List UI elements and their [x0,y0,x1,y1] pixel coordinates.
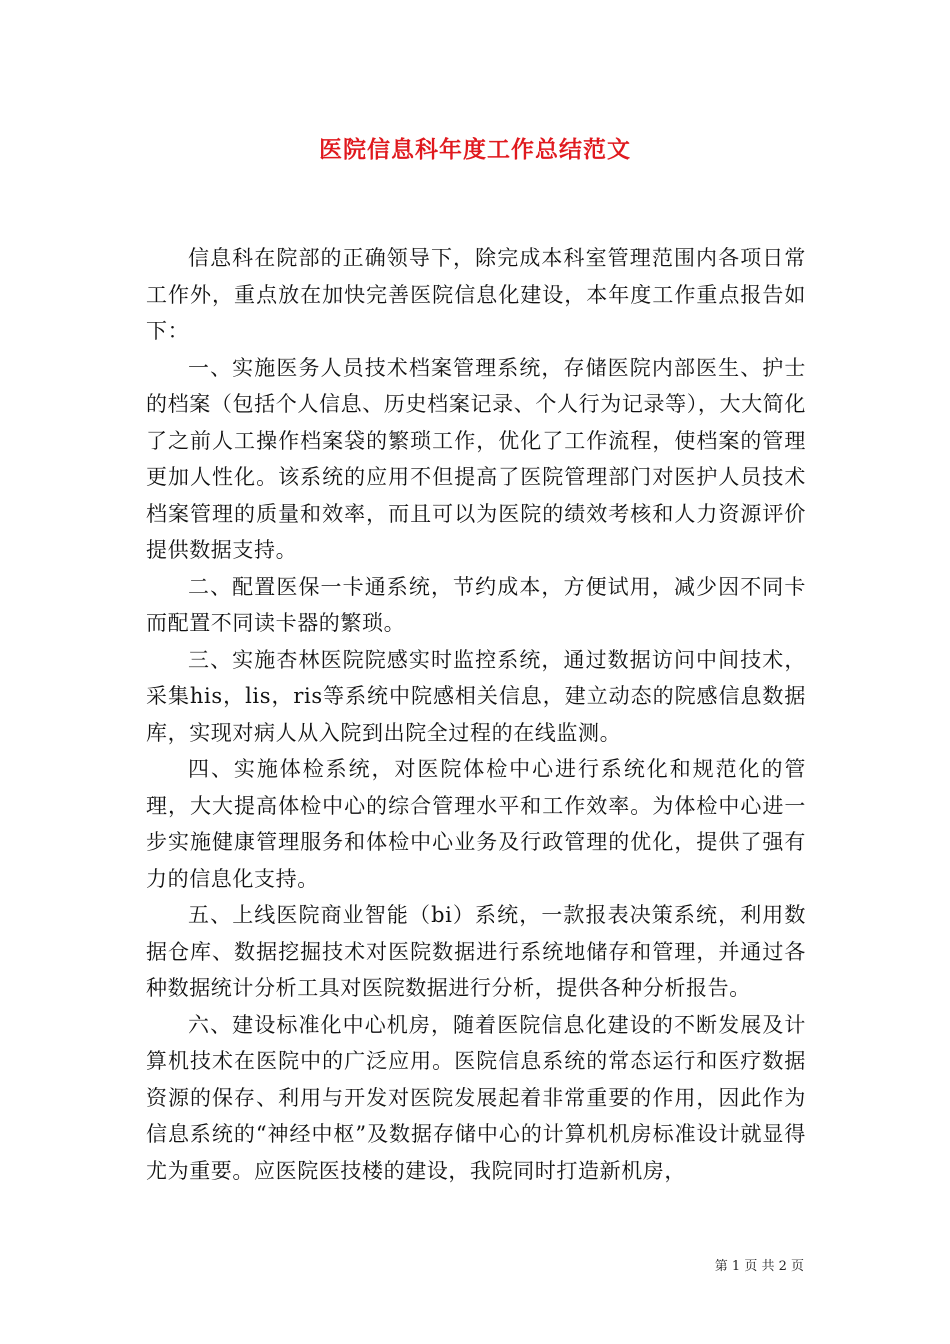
paragraph-item-5: 五、上线医院商业智能（bi）系统，一款报表决策系统，利用数据仓库、数据挖掘技术对医院数据进行系统地储存和管理，并通过各种数据统计分析工具对医院数据进行分析，提供各种分析报告。 [146,903,806,1000]
document-title: 医院信息科年度工作总结范文 [319,136,631,163]
paragraph-item-4: 四、实施体检系统，对医院体检中心进行系统化和规范化的管理，大大提高体检中心的综合管理水平和工作效率。为体检中心进一步实施健康管理服务和体检中心业务及行政管理的优化，提供了强有力的信息化支持。 [146,757,806,891]
paragraph-item-6: 六、建设标准化中心机房，随着医院信息化建设的不断发展及计算机技术在医院中的广泛应用。医院信息系统的常态运行和医疗数据资源的保存、利用与开发对医院发展起着非常重要的作用，因此作为信息系统的“神经中枢”及数据存储中心的计算机机房标准设计就显得尤为重要。应医院医技楼的建设，我院同时打造新机房， [146,1012,806,1183]
document-body [146,240,806,1189]
paragraph-intro: 信息科在院部的正确领导下，除完成本科室管理范围内各项日常工作外，重点放在加快完善医院信息化建设，本年度工作重点报告如下： [146,246,806,343]
paragraph-item-1: 一、实施医务人员技术档案管理系统，存储医院内部医生、护士的档案（包括个人信息、历史档案记录、个人行为记录等），大大简化了之前人工操作档案袋的繁琐工作，优化了工作流程，使档案的管理更加人性化。该系统的应用不但提高了医院管理部门对医护人员技术档案管理的质量和效率，而且可以为医院的绩效考核和人力资源评价提供数据支持。 [146,355,806,562]
paragraph-item-3: 三、实施杏林医院院感实时监控系统，通过数据访问中间技术，采集his，lis，ris等系统中院感相关信息，建立动态的院感信息数据库，实现对病人从入院到出院全过程的在线监测。 [146,647,806,745]
page-number-footer: 第 1 页 共 2 页 [714,1259,804,1274]
paragraph-item-2: 二、配置医保一卡通系统，节约成本，方便试用，减少因不同卡而配置不同读卡器的繁琐。 [146,574,806,635]
